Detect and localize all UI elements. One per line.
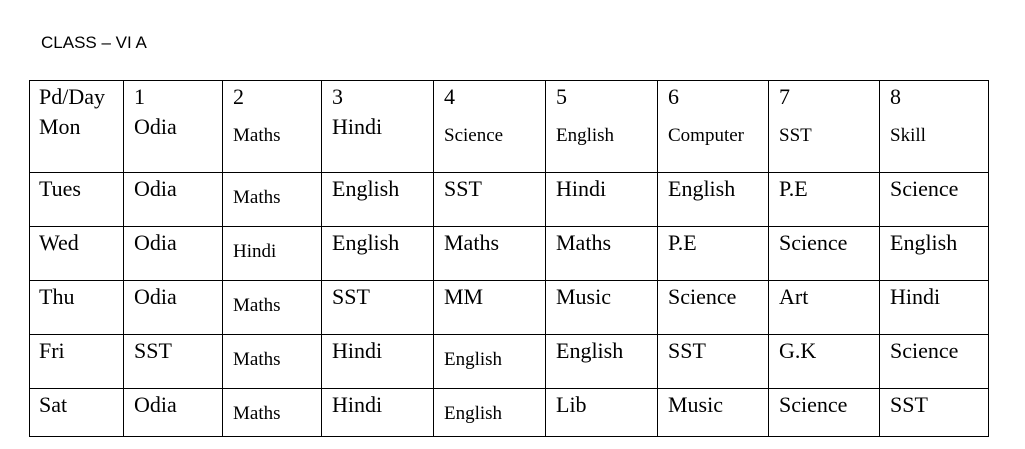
day-cell: Thu <box>30 281 124 335</box>
period-cell <box>223 111 322 173</box>
header-period-3: 3 <box>322 81 434 112</box>
period-cell: English <box>546 335 658 389</box>
period-cell: Odia <box>124 389 223 437</box>
period-cell: G.K <box>769 335 880 389</box>
period-cell: Music <box>546 281 658 335</box>
header-corner: Pd/Day <box>30 81 124 112</box>
period-cell <box>434 389 546 437</box>
header-period-1: 1 <box>124 81 223 112</box>
period-cell <box>546 111 658 173</box>
period-cell: Lib <box>546 389 658 437</box>
day-cell: Sat <box>30 389 124 437</box>
header-row <box>30 81 989 112</box>
period-cell: English <box>658 173 769 227</box>
period-cell: Odia <box>124 173 223 227</box>
period-cell <box>880 111 989 173</box>
table-row <box>30 111 989 173</box>
day-cell: Mon <box>30 111 124 173</box>
period-text: Maths <box>233 125 281 146</box>
period-text: English <box>444 349 503 370</box>
period-cell: MM <box>434 281 546 335</box>
period-cell: Science <box>880 335 989 389</box>
period-cell: Science <box>658 281 769 335</box>
day-cell: Wed <box>30 227 124 281</box>
table-row <box>30 173 989 227</box>
period-cell: Maths <box>434 227 546 281</box>
period-cell: SST <box>434 173 546 227</box>
period-cell: Odia <box>124 227 223 281</box>
period-cell: Hindi <box>546 173 658 227</box>
header-period-6: 6 <box>658 81 769 112</box>
day-cell: Tues <box>30 173 124 227</box>
header-period-8: 8 <box>880 81 989 112</box>
period-cell <box>223 281 322 335</box>
period-cell <box>658 111 769 173</box>
period-cell: Art <box>769 281 880 335</box>
period-cell <box>223 173 322 227</box>
period-cell: English <box>322 227 434 281</box>
period-cell: Odia <box>124 111 223 173</box>
period-text: Maths <box>233 295 281 316</box>
period-text: Maths <box>233 403 281 424</box>
table-row <box>30 335 989 389</box>
period-cell <box>434 335 546 389</box>
period-cell: English <box>880 227 989 281</box>
period-cell: Science <box>769 227 880 281</box>
timetable <box>29 80 989 437</box>
class-title: CLASS – VI A <box>41 33 147 52</box>
period-text: SST <box>779 125 812 146</box>
period-text: Skill <box>890 125 926 146</box>
period-cell <box>223 335 322 389</box>
period-cell <box>223 227 322 281</box>
header-period-4: 4 <box>434 81 546 112</box>
header-period-2: 2 <box>223 81 322 112</box>
period-cell: SST <box>880 389 989 437</box>
period-text: Hindi <box>233 241 277 262</box>
period-cell: Hindi <box>880 281 989 335</box>
period-cell: Hindi <box>322 335 434 389</box>
period-cell: SST <box>658 335 769 389</box>
table-row <box>30 281 989 335</box>
table-row <box>30 389 989 437</box>
period-cell: Hindi <box>322 389 434 437</box>
period-cell: Maths <box>546 227 658 281</box>
period-cell <box>434 111 546 173</box>
period-cell: SST <box>124 335 223 389</box>
period-cell: Music <box>658 389 769 437</box>
header-period-5: 5 <box>546 81 658 112</box>
period-text: Science <box>444 125 504 146</box>
period-cell: SST <box>322 281 434 335</box>
period-text: Maths <box>233 187 281 208</box>
period-cell <box>223 389 322 437</box>
header-period-7: 7 <box>769 81 880 112</box>
period-cell: Science <box>769 389 880 437</box>
table-row <box>30 227 989 281</box>
period-cell: P.E <box>658 227 769 281</box>
period-cell <box>769 111 880 173</box>
period-text: English <box>444 403 503 424</box>
period-text: Computer <box>668 125 744 146</box>
period-cell: Science <box>880 173 989 227</box>
period-cell: English <box>322 173 434 227</box>
period-cell: Odia <box>124 281 223 335</box>
period-cell: P.E <box>769 173 880 227</box>
period-text: English <box>556 125 615 146</box>
period-cell: Hindi <box>322 111 434 173</box>
period-text: Maths <box>233 349 281 370</box>
day-cell: Fri <box>30 335 124 389</box>
